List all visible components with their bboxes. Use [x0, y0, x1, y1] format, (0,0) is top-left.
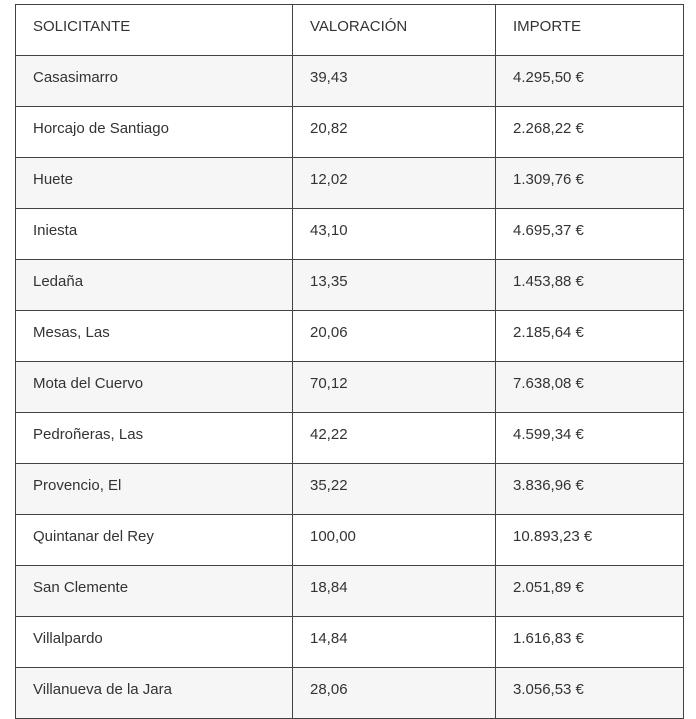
- importe-cell: 7.638,08 €: [496, 362, 684, 413]
- importe-cell: 2.051,89 €: [496, 566, 684, 617]
- solicitante-cell: San Clemente: [16, 566, 293, 617]
- valoracion-cell: 13,35: [293, 260, 496, 311]
- table-row: [16, 311, 684, 362]
- table-row: [16, 107, 684, 158]
- table-row: [16, 566, 684, 617]
- importe-cell: 1.453,88 €: [496, 260, 684, 311]
- valoracion-cell: 20,82: [293, 107, 496, 158]
- valoracion-cell: 28,06: [293, 668, 496, 719]
- valoracion-cell: 14,84: [293, 617, 496, 668]
- column-header-valoracion: VALORACIÓN: [293, 5, 496, 56]
- valoracion-cell: 42,22: [293, 413, 496, 464]
- table-row: [16, 209, 684, 260]
- solicitante-cell: Provencio, El: [16, 464, 293, 515]
- importe-cell: 2.268,22 €: [496, 107, 684, 158]
- table-row: [16, 158, 684, 209]
- solicitante-cell: Mesas, Las: [16, 311, 293, 362]
- valoracion-cell: 35,22: [293, 464, 496, 515]
- column-header-solicitante: SOLICITANTE: [16, 5, 293, 56]
- table-header: [16, 5, 684, 56]
- valoracion-cell: 12,02: [293, 158, 496, 209]
- importe-cell: 1.309,76 €: [496, 158, 684, 209]
- valoracion-cell: 43,10: [293, 209, 496, 260]
- importe-cell: 4.295,50 €: [496, 56, 684, 107]
- solicitante-cell: Quintanar del Rey: [16, 515, 293, 566]
- valoracion-cell: 39,43: [293, 56, 496, 107]
- table-row: [16, 413, 684, 464]
- table-body: [16, 56, 684, 719]
- importe-cell: 3.056,53 €: [496, 668, 684, 719]
- valoracion-cell: 20,06: [293, 311, 496, 362]
- importe-cell: 2.185,64 €: [496, 311, 684, 362]
- solicitante-cell: Mota del Cuervo: [16, 362, 293, 413]
- table-row: [16, 617, 684, 668]
- column-header-importe: IMPORTE: [496, 5, 684, 56]
- table-row: [16, 362, 684, 413]
- solicitante-cell: Ledaña: [16, 260, 293, 311]
- solicitante-cell: Iniesta: [16, 209, 293, 260]
- header-row: [16, 5, 684, 56]
- table-row: [16, 56, 684, 107]
- valoracion-cell: 18,84: [293, 566, 496, 617]
- importe-cell: 10.893,23 €: [496, 515, 684, 566]
- solicitante-cell: Huete: [16, 158, 293, 209]
- valoracion-cell: 100,00: [293, 515, 496, 566]
- solicitante-cell: Villalpardo: [16, 617, 293, 668]
- solicitante-cell: Casasimarro: [16, 56, 293, 107]
- valoracion-cell: 70,12: [293, 362, 496, 413]
- table-row: [16, 515, 684, 566]
- table-row: [16, 260, 684, 311]
- solicitante-cell: Villanueva de la Jara: [16, 668, 293, 719]
- solicitante-cell: Horcajo de Santiago: [16, 107, 293, 158]
- importe-cell: 3.836,96 €: [496, 464, 684, 515]
- importe-cell: 1.616,83 €: [496, 617, 684, 668]
- table-row: [16, 668, 684, 719]
- importe-cell: 4.599,34 €: [496, 413, 684, 464]
- table-row: [16, 464, 684, 515]
- grants-table: [15, 4, 684, 719]
- solicitante-cell: Pedroñeras, Las: [16, 413, 293, 464]
- importe-cell: 4.695,37 €: [496, 209, 684, 260]
